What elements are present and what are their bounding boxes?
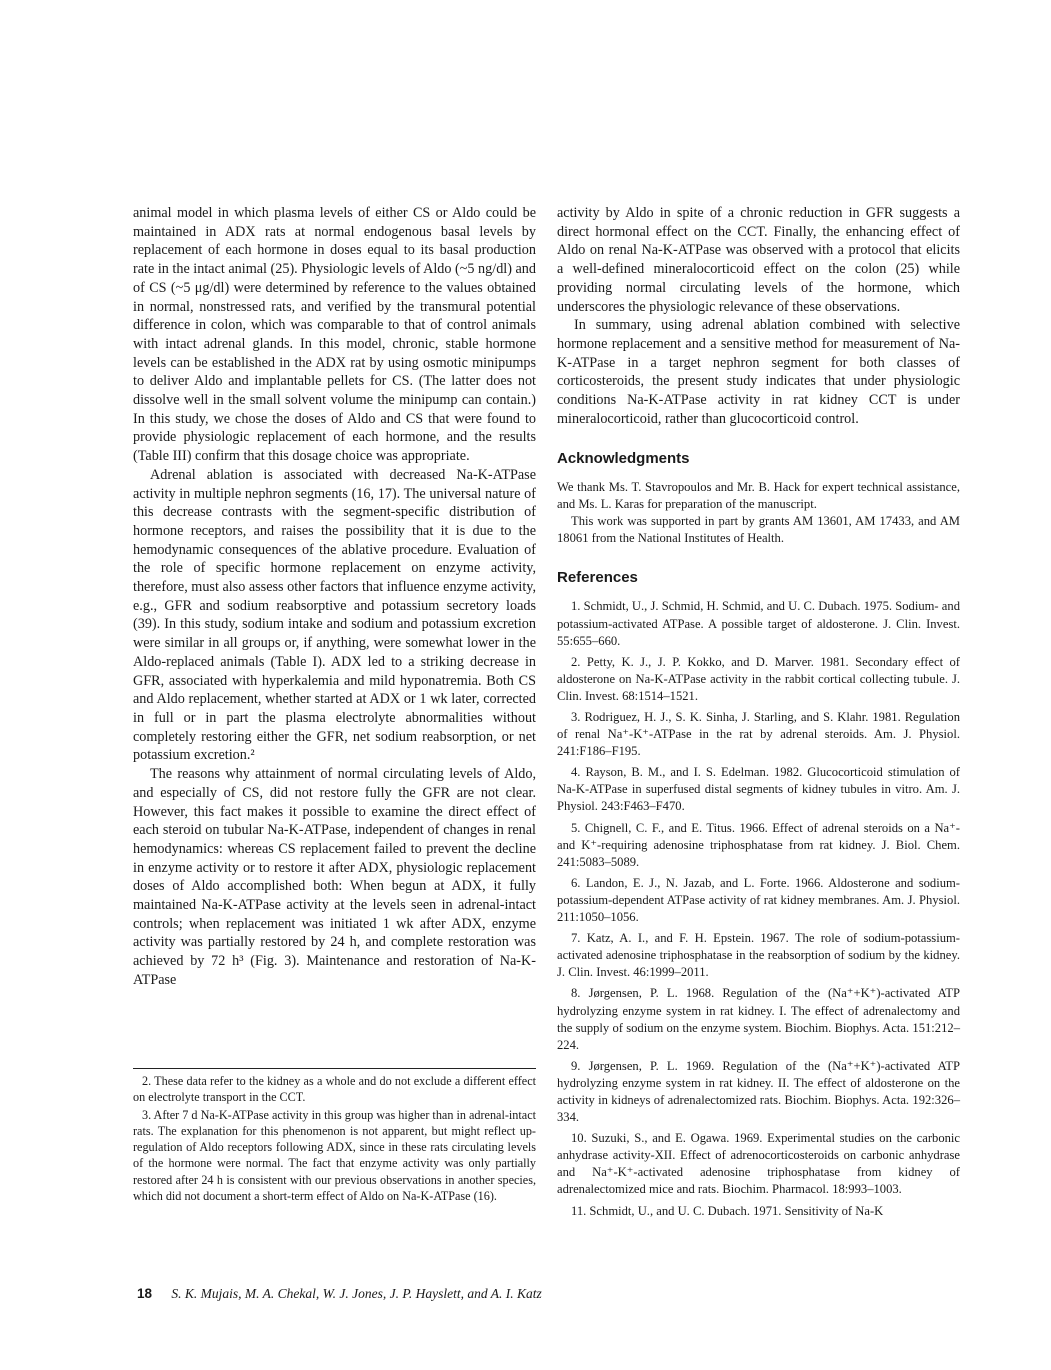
reference-item: 6. Landon, E. J., N. Jazab, and L. Forte. 1966. Aldosterone and sodium-potassium-dependent ATPase activity of rat kidney membranes. Am. J. Physiol. 211:1050–1056. (557, 875, 960, 925)
footnote: 2. These data refer to the kidney as a whole and do not exclude a different effect on electrolyte transport in the CCT. (133, 1074, 536, 1105)
reference-item: 9. Jørgensen, P. L. 1969. Regulation of the (Na⁺+K⁺)-activated ATP hydrolyzing enzyme system in rat kidney. II. The effect of aldosterone on the activity in kidneys of adrenalectomized rats. Biochim. Biophys. Acta. 192:326–334. (557, 1058, 960, 1125)
body-paragraph: The reasons why attainment of normal circulating levels of Aldo, and especially of CS, did not restore fully the GFR are not clear. However, this fact makes it possible to examine the direct effect of each steroid on tubular Na-K-ATPase, independent of changes in renal hemodynamics: whereas CS replacement failed to prevent the decline in enzyme activity or to restore it after ADX, physiologic replacement doses of Aldo accomplished both: When begun at ADX, it fully maintained Na-K-ATPase activity at the levels seen in adrenal-intact controls; when replacement was initiated 1 wk after ADX, enzyme activity was partially restored by 24 h, and complete restoration was achieved by 72 h³ (Fig. 3). Maintenance and restoration of Na-K-ATPase (133, 766, 536, 988)
reference-item: 1. Schmidt, U., J. Schmid, H. Schmid, and U. C. Dubach. 1975. Sodium- and potassium-activated ATPase. A possible target of aldosterone. J. Clin. Invest. 55:655–660. (557, 599, 960, 648)
body-paragraph: In summary, using adrenal ablation combined with selective hormone replacement and a sensitive method for measurement of Na-K-ATPase in a target nephron segment for both classes of corticosteroids, the present study indicates that under physiologic conditions Na-K-ATPase activity in rat kidney CCT is under mineralocorticoid, rather than glucocorticoid control. (557, 317, 960, 427)
reference-item: 10. Suzuki, S., and E. Ogawa. 1969. Experimental studies on the carbonic anhydrase activity-XII. Effect of adrenocorticosteroids on carbonic anhydrase and Na⁺-K⁺-activated adenosine triphosphatase from kidney of adrenalectomized mice and rats. Biochim. Pharmacol. 18:993–1003. (557, 1131, 960, 1197)
reference-item: 3. Rodriguez, H. J., S. K. Sinha, J. Starling, and S. Klahr. 1981. Regulation of renal Na⁺-K⁺-ATPase in the rat by adrenal steroids. Am. J. Physiol. 241:F186–F195. (557, 710, 960, 759)
acknowledgment-paragraph: This work was supported in part by grants AM 13601, AM 17433, and AM 18061 from the National Institutes of Health. (557, 514, 960, 546)
acknowledgments (557, 479, 960, 547)
footnote: 3. After 7 d Na-K-ATPase activity in this group was higher than in adrenal-intact rats. The explanation for this phenomenon is not apparent, but might reflect up-regulation of Aldo receptors following ADX, since in these rats circulating levels of the hormone were normal. The fact that enzyme activity was only partially restored after 24 h is consistent with our previous observations in another species, which did not document a short-term effect of Aldo on Na-K-ATPase (16). (133, 1108, 536, 1203)
reference-item: 4. Rayson, B. M., and I. S. Edelman. 1982. Glucocorticoid stimulation of Na-K-ATPase in superfused distal segments of kidney tubules in vitro. Am. J. Physiol. 243:F463–F470. (557, 765, 960, 814)
left-column (133, 204, 536, 990)
body-paragraph: animal model in which plasma levels of either CS or Aldo could be maintained in ADX rats at normal endogenous basal levels by replacement of each hormone in doses equal to its basal production rate in the intact animal (25). Physiologic levels of Aldo (~5 ng/dl) and of CS (~5 μg/dl) were determined by reference to the values obtained in normal, nonstressed rats, and verified by the transmural potential difference in colon, which was comparable to that of control animals with intact adrenal glands. In this model, chronic, stable hormone levels can be established in the ADX rat by using osmotic minipumps to deliver Aldo and implantable pellets for CS. (The latter does not dissolve well in the small solvent volume the minipump can contain.) In this study, we chose the doses of Aldo and CS that were found to provide physiologic replacement of each hormone, and the results (Table III) confirm that this dosage choice was appropriate. (133, 205, 536, 465)
reference-item: 2. Petty, K. J., J. P. Kokko, and D. Marver. 1981. Secondary effect of aldosterone on Na-K-ATPase activity in the rabbit cortical collecting tubule. J. Clin. Invest. 68:1514–1521. (557, 654, 960, 703)
right-column (557, 204, 960, 1224)
reference-item: 11. Schmidt, U., and U. C. Dubach. 1971. Sensitivity of Na-K (571, 1203, 884, 1218)
reference-item: 8. Jørgensen, P. L. 1968. Regulation of the (Na⁺+K⁺)-activated ATP hydrolyzing enzyme system in rat kidney. I. The effect of adrenalectomy and the supply of sodium on the enzyme system. Biochim. Biophys. Acta. 151:212–224. (557, 986, 960, 1052)
acknowledgments-heading: Acknowledgments (557, 450, 690, 468)
footnotes (133, 1068, 536, 1206)
reference-list (557, 598, 960, 1219)
page-number: 18 (137, 1286, 153, 1301)
running-footer (137, 1286, 542, 1302)
acknowledgment-paragraph: We thank Ms. T. Stavropoulos and Mr. B. Hack for expert technical assistance, and Ms. L. Karas for preparation of the manuscript. (557, 480, 960, 512)
body-paragraph: activity by Aldo in spite of a chronic reduction in GFR suggests a direct hormonal effect on the CCT. Finally, the enhancing effect of Aldo on renal Na-K-ATPase was observed with a protocol that elicits a well-defined mineralocorticoid effect on the colon (25) while providing normal circulating levels of the hormone, which underscores the physiologic relevance of these observations. (557, 205, 960, 315)
reference-item: 5. Chignell, C. F., and E. Titus. 1966. Effect of adrenal steroids on a Na⁺- and K⁺-requiring adenosine triphosphatase from rat kidney. J. Biol. Chem. 241:5083–5089. (557, 820, 960, 869)
body-paragraph: Adrenal ablation is associated with decreased Na-K-ATPase activity in multiple nephron segments (16, 17). The universal nature of this decrease contrasts with the segment-specific distribution of hormone receptors, and raises the possibility that it is due to the hemodynamic consequences of the ablative procedure. Evaluation of the role of specific hormone replacement on enzyme activity, therefore, must also assess other factors that influence enzyme activity, e.g., GFR and sodium reabsorptive and potassium secretory loads (39). In this study, sodium intake and sodium and potassium excretion were similar in all groups or, if anything, were somewhat lower in the Aldo-replaced animals (Table I). ADX led to a striking decrease in GFR, associated with hyperkalemia and mild hyponatremia. Both CS and Aldo replacement, whether started at ADX or 1 wk later, corrected in full or in part the plasma electrolyte abnormalities without completely restoring either the GFR, net sodium reabsorption, or net potassium excretion.² (133, 466, 536, 764)
running-authors: S. K. Mujais, M. A. Chekal, W. J. Jones, J. P. Hayslett, and A. I. Katz (171, 1286, 542, 1301)
references-heading: References (557, 569, 638, 587)
reference-item: 7. Katz, A. I., and F. H. Epstein. 1967. The role of sodium-potassium-activated adenosine triphosphatase in the reabsorption of sodium by the kidney. J. Clin. Invest. 46:1999–2011. (557, 931, 960, 980)
